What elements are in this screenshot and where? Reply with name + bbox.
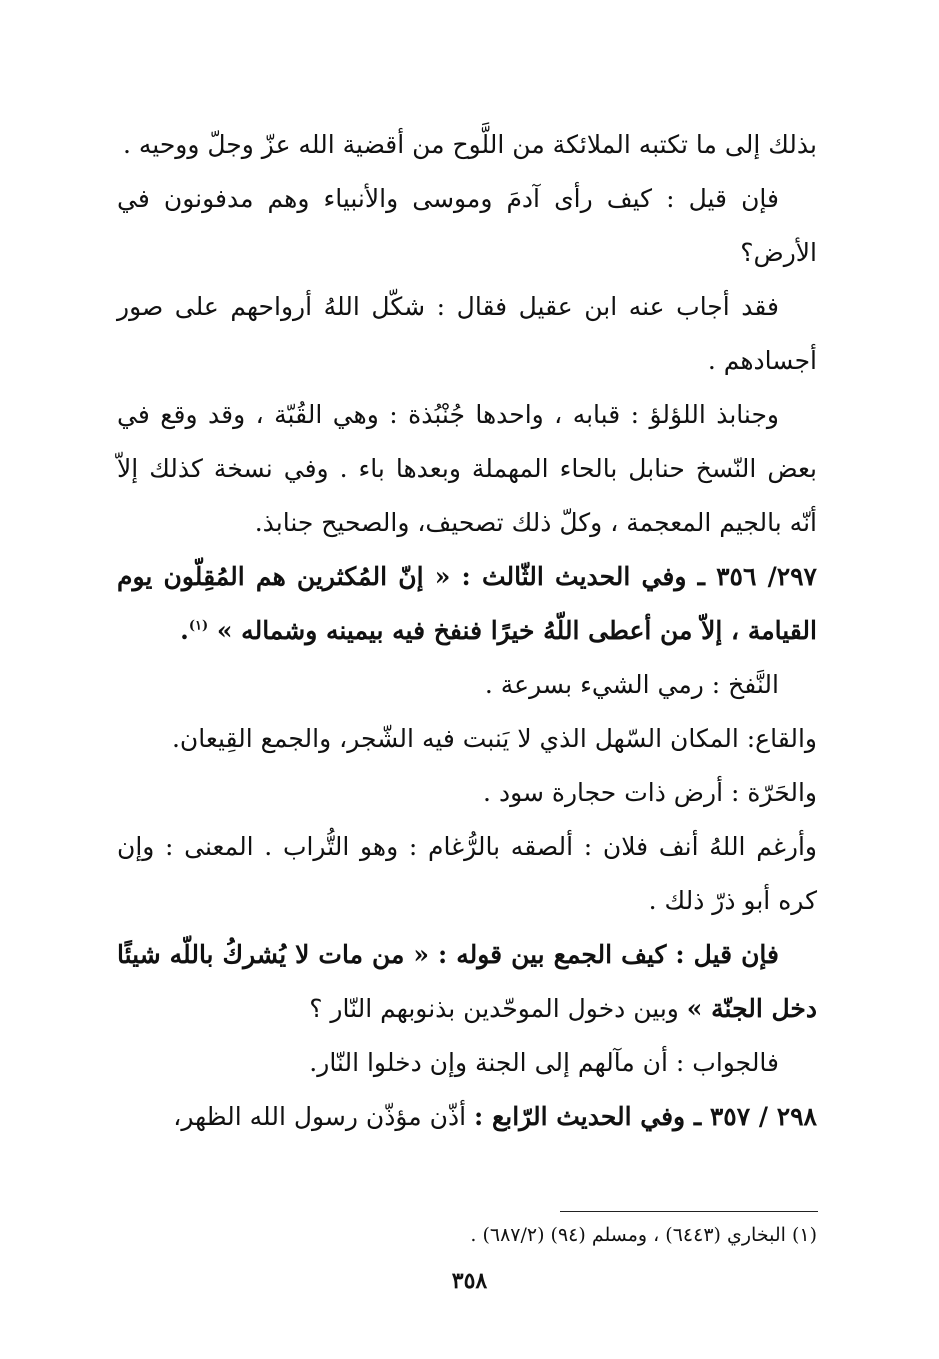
paragraph-text: أذّن مؤذّن رسول الله الظهر،	[173, 1102, 475, 1131]
hadith-heading: ٢٩٨ / ٣٥٧ ـ وفي الحديث الرّابع :	[474, 1102, 817, 1131]
hadith-heading-third	[117, 550, 817, 658]
paragraph-text: والقاع: المكان السّهل الذي لا يَنبت فيه الشّجر، والجمع القِيعان.	[171, 724, 817, 753]
footnote: (١) البخاري (٦٤٤٣) ، ومسلم (٩٤) (٦٨٧/٢) .	[470, 1224, 817, 1246]
paragraph-question-two	[117, 928, 817, 1036]
paragraph-text: فالجواب : أن مآلهم إلى الجنة وإن دخلوا النّار.	[309, 1048, 779, 1077]
quoted-hadith: فإن قيل : كيف الجمع بين قوله : « من مات لا يُشركُ باللّه شيئًا دخل الجنّة »	[117, 940, 817, 1023]
paragraph-answer-two	[117, 1036, 817, 1090]
paragraph-qaa	[117, 712, 817, 766]
hadith-text: ٢٩٧/ ٣٥٦ ـ وفي الحديث الثّالث : « إنّ المُكثرين هم المُقِلّون يوم القيامة ، إلاّ من أعطى اللّهُ خيرًا فنفخ فيه بيمينه وشماله »	[117, 562, 817, 645]
hadith-tail: .	[180, 616, 189, 645]
paragraph-text: فإن قيل : كيف رأى آدمَ وموسى والأنبياء وهم مدفونون في الأرض؟	[117, 184, 817, 267]
paragraph-text: وجنابذ اللؤلؤ : قبابه ، واحدها جُنْبُذة : وهي القُبّة ، وقد وقع في بعض النّسخ حنابل بالحاء المهملة وبعدها باء . وفي نسخة كذلك إلاّ أنّه بالجيم المعجمة ، وكلّ ذلك تصحيف، والصحيح جنابذ.	[117, 400, 817, 537]
paragraph-harra	[117, 766, 817, 820]
page-number: ٣٥٨	[451, 1268, 488, 1294]
hadith-heading-fourth	[117, 1090, 817, 1144]
body-text	[117, 118, 817, 1144]
footnote-reference: (١)	[188, 618, 209, 634]
paragraph-nafkh	[117, 658, 817, 712]
paragraph-text: وبين دخول الموحّدين بذنوبهم النّار ؟	[309, 994, 687, 1023]
paragraph-text: والحَرّة : أرض ذات حجارة سود .	[483, 778, 817, 807]
paragraph-arghama	[117, 820, 817, 928]
paragraph-text: فقد أجاب عنه ابن عقيل فقال : شكّل اللهُ أرواحهم على صور أجسادهم .	[117, 292, 817, 375]
footnote-divider	[560, 1211, 818, 1212]
paragraph-text: وأرغم اللهُ أنف فلان : ألصقه بالرُّغام : وهو التُّراب . المعنى : وإن كره أبو ذرّ ذلك .	[117, 832, 817, 915]
paragraph-answer	[117, 280, 817, 388]
paragraph-text: بذلك إلى ما تكتبه الملائكة من اللَّوح من أقضية الله عزّ وجلّ ووحيه .	[122, 130, 817, 159]
paragraph-continuation	[117, 118, 817, 172]
paragraph-text: النَّفخ : رمي الشيء بسرعة .	[484, 670, 779, 699]
paragraph-jannabidh	[117, 388, 817, 550]
paragraph-question	[117, 172, 817, 280]
